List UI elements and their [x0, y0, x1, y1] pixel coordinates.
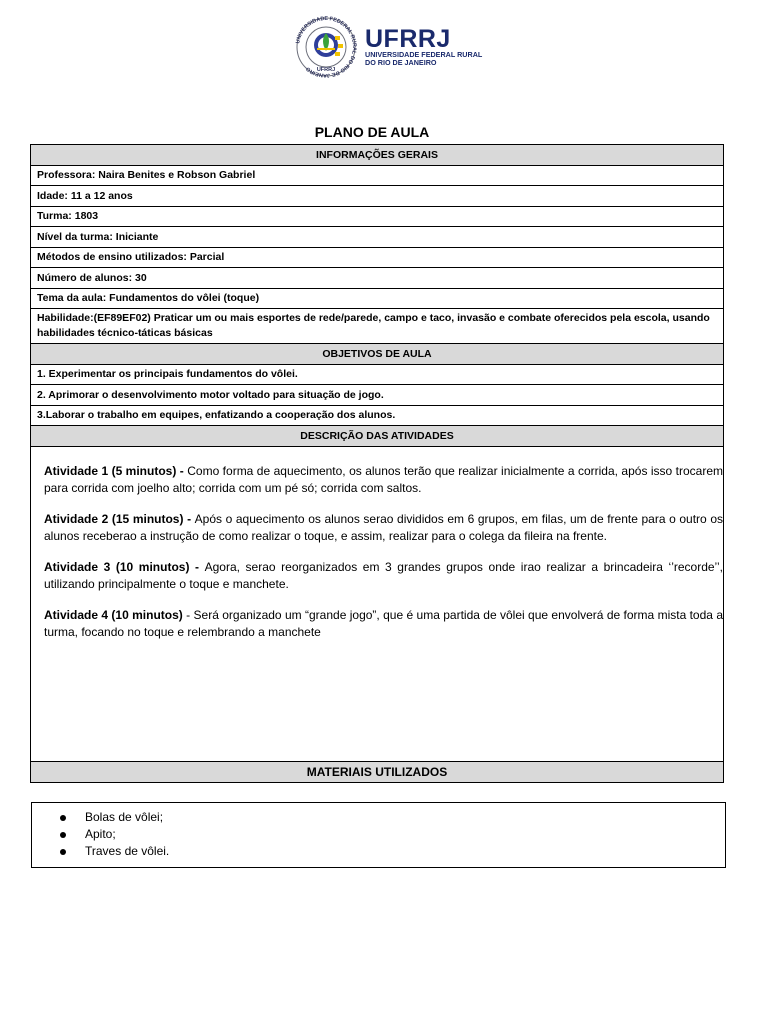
section-header-materials: MATERIAIS UTILIZADOS: [31, 762, 723, 782]
activity-text-3: Agora, serao reorganizados em 3 grandes grupos onde irao realizar a brincadeira ‘’recorde’’, utilizando principalmente o toque e manchete.: [44, 559, 723, 591]
lesson-plan-table: [30, 144, 724, 783]
brand-acronym: UFRRJ: [365, 25, 451, 53]
info-row-students: Número de alunos: 30: [31, 268, 723, 289]
info-row-level: Nível da turma: Iniciante: [31, 227, 723, 248]
bullet-icon: [60, 849, 66, 855]
seal-bottom-text: UFRRJ: [316, 67, 336, 73]
material-item-label: Traves de vôlei.: [85, 844, 170, 858]
objective-item-3: 3.Laborar o trabalho em equipes, enfatizando a cooperação dos alunos.: [31, 406, 723, 427]
seal-ring-text: UNIVERSIDADE FEDERAL RURAL DO RIO DE JANEIRO: [295, 16, 358, 78]
document-title: PLANO DE AULA: [314, 124, 430, 140]
info-row-class: Turma: 1803: [31, 207, 723, 228]
brand-text: [365, 27, 482, 67]
brand-name-line2: DO RIO DE JANEIRO: [365, 58, 437, 67]
bullet-icon: [60, 832, 66, 838]
info-row-teacher: Professora: Naira Benites e Robson Gabriel: [31, 166, 723, 187]
ufrrj-seal-icon: [291, 16, 361, 78]
activity-text-4: - Será organizado um “grande jogo”, que é uma partida de vôlei que envolverá de forma mista toda a turma, focando no toque e relembrando a manchete: [44, 607, 723, 639]
material-item: [54, 826, 725, 843]
activity-label-1: Atividade 1 (5 minutos) -: [44, 463, 188, 478]
brand-name-line1: UNIVERSIDADE FEDERAL RURAL: [365, 50, 483, 59]
info-row-skill: Habilidade:(EF89EF02) Praticar um ou mais esportes de rede/parede, campo e taco, invasão e combate oferecidos pela escola, usando habilidades técnico-táticas básicas: [31, 309, 723, 344]
section-header-activities: DESCRIÇÃO DAS ATIVIDADES: [31, 426, 723, 447]
activity-paragraph-4: [44, 607, 723, 641]
activity-paragraph-2: [44, 511, 723, 545]
objective-item-2: 2. Aprimorar o desenvolvimento motor voltado para situação de jogo.: [31, 385, 723, 406]
activity-label-4: Atividade 4 (10 minutos): [44, 607, 187, 622]
activity-paragraph-3: [44, 559, 723, 593]
info-row-age: Idade: 11 a 12 anos: [31, 186, 723, 207]
info-row-theme: Tema da aula: Fundamentos do vôlei (toque): [31, 289, 723, 310]
materials-box: [31, 802, 726, 868]
section-header-objectives: OBJETIVOS DE AULA: [31, 344, 723, 365]
material-item: [54, 843, 725, 860]
material-item-label: Apito;: [85, 827, 116, 841]
bullet-icon: [60, 815, 66, 821]
activity-label-2: Atividade 2 (15 minutos) -: [44, 511, 195, 526]
section-header-info: INFORMAÇÕES GERAIS: [31, 145, 723, 166]
ufrrj-logo: [291, 16, 482, 78]
material-item: [54, 809, 725, 826]
material-item-label: Bolas de vôlei;: [85, 810, 164, 824]
activity-label-3: Atividade 3 (10 minutos) -: [44, 559, 205, 574]
materials-list: [32, 809, 725, 860]
objective-item-1: 1. Experimentar os principais fundamentos do vôlei.: [31, 365, 723, 386]
activity-text-1: Como forma de aquecimento, os alunos terão que realizar inicialmente a corrida, após isso trocarem para corrida com joelho alto; corrida com um pé só; corrida com saltos.: [44, 463, 724, 495]
activity-paragraph-1: [44, 463, 723, 497]
activities-description: [31, 447, 723, 762]
activity-text-2: Após o aquecimento os alunos serao divididos em 6 grupos, em filas, um de frente para o outro os alunos receberao a instrução de como realizar o toque, e assim, realizar para o colega da fileira na frente.: [44, 511, 723, 543]
info-row-methods: Métodos de ensino utilizados: Parcial: [31, 248, 723, 269]
